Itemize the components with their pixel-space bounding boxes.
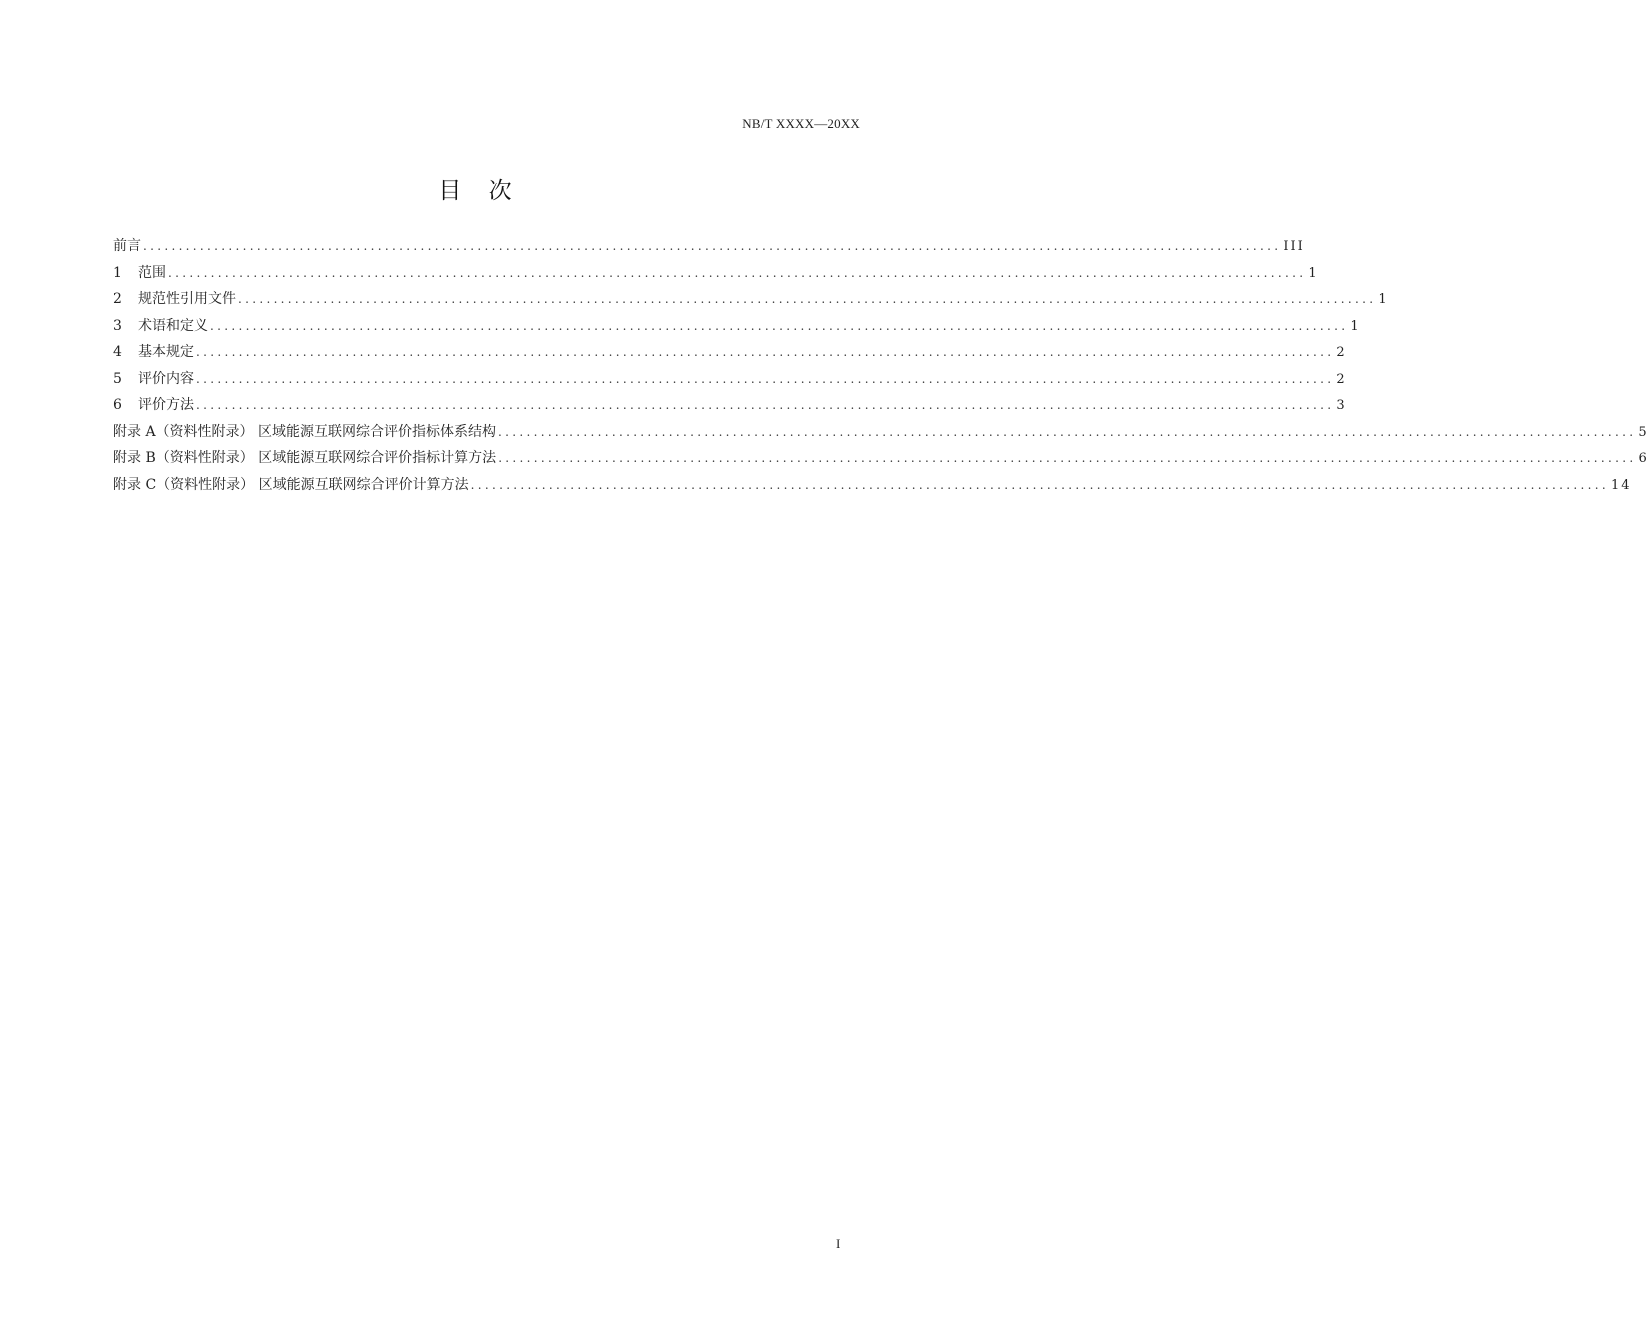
page-number: I xyxy=(836,1236,841,1251)
toc-entry-appendix-c[interactable] xyxy=(113,472,1632,499)
toc-entry-evaluation-content[interactable] xyxy=(113,366,1347,393)
toc-entry-number: 6 xyxy=(113,397,122,413)
table-of-contents xyxy=(113,233,1649,498)
toc-entry-number: 1 xyxy=(113,264,122,281)
toc-entry-label: 基本规定 xyxy=(138,344,194,360)
toc-entry-terms-definitions[interactable] xyxy=(113,313,1361,340)
toc-entry-page: III xyxy=(1283,239,1305,254)
toc-entry-scope[interactable] xyxy=(113,260,1319,287)
toc-title: 目 次 xyxy=(438,178,522,204)
toc-entry-page: 1 xyxy=(1378,292,1389,307)
toc-entry-label: 术语和定义 xyxy=(138,317,208,334)
toc-entry-label: 附录 A（资料性附录） 区域能源互联网综合评价指标体系结构 xyxy=(113,423,497,440)
toc-entry-page: 3 xyxy=(1336,398,1347,413)
toc-leader-dots: ................................................................................................................................................................ xyxy=(196,371,1335,386)
toc-entry-number: 2 xyxy=(113,291,122,307)
toc-entry-page: 2 xyxy=(1336,371,1347,387)
toc-entry-label: 范围 xyxy=(138,264,166,281)
toc-entry-label: 前言 xyxy=(113,238,141,254)
toc-leader-dots: ................................................................................................................................................................ xyxy=(196,398,1335,412)
toc-entry-label: 评价内容 xyxy=(138,370,194,387)
toc-leader-dots: ................................................................................................................................................................ xyxy=(238,292,1377,306)
toc-leader-dots: ................................................................................................................................................................ xyxy=(498,424,1637,439)
toc-entry-page: 5 xyxy=(1638,424,1649,440)
toc-entry-page: 1 xyxy=(1308,265,1319,281)
toc-entry-number: 5 xyxy=(113,370,122,387)
toc-entry-page: 2 xyxy=(1336,345,1347,360)
toc-leader-dots: ................................................................................................................................................................ xyxy=(143,239,1282,253)
toc-entry-basic-provisions[interactable] xyxy=(113,339,1347,366)
toc-entry-appendix-b[interactable] xyxy=(113,445,1649,472)
toc-entry-label: 评价方法 xyxy=(138,397,194,413)
toc-entry-appendix-a[interactable] xyxy=(113,419,1649,446)
toc-entry-number: 4 xyxy=(113,344,122,360)
toc-entry-page: 1 xyxy=(1350,318,1361,334)
toc-entry-label: 附录 B（资料性附录） 区域能源互联网综合评价指标计算方法 xyxy=(113,450,497,466)
toc-entry-label: 附录 C（资料性附录） 区域能源互联网综合评价计算方法 xyxy=(113,476,469,493)
toc-entry-number: 3 xyxy=(113,317,122,334)
toc-leader-dots: ................................................................................................................................................................ xyxy=(196,345,1335,359)
toc-leader-dots: ................................................................................................................................................................ xyxy=(210,318,1349,333)
toc-leader-dots: ................................................................................................................................................................ xyxy=(470,477,1609,492)
toc-entry-normative-references[interactable] xyxy=(113,286,1389,313)
toc-entry-evaluation-method[interactable] xyxy=(113,392,1347,419)
toc-leader-dots: ................................................................................................................................................................ xyxy=(498,451,1637,465)
toc-entry-page: 14 xyxy=(1610,477,1632,493)
toc-entry-page: 6 xyxy=(1638,451,1649,466)
toc-entry-foreword[interactable] xyxy=(113,233,1305,260)
toc-leader-dots: ................................................................................................................................................................ xyxy=(168,265,1307,280)
document-code: NB/T XXXX—20XX xyxy=(742,116,860,131)
toc-entry-label: 规范性引用文件 xyxy=(138,291,236,307)
